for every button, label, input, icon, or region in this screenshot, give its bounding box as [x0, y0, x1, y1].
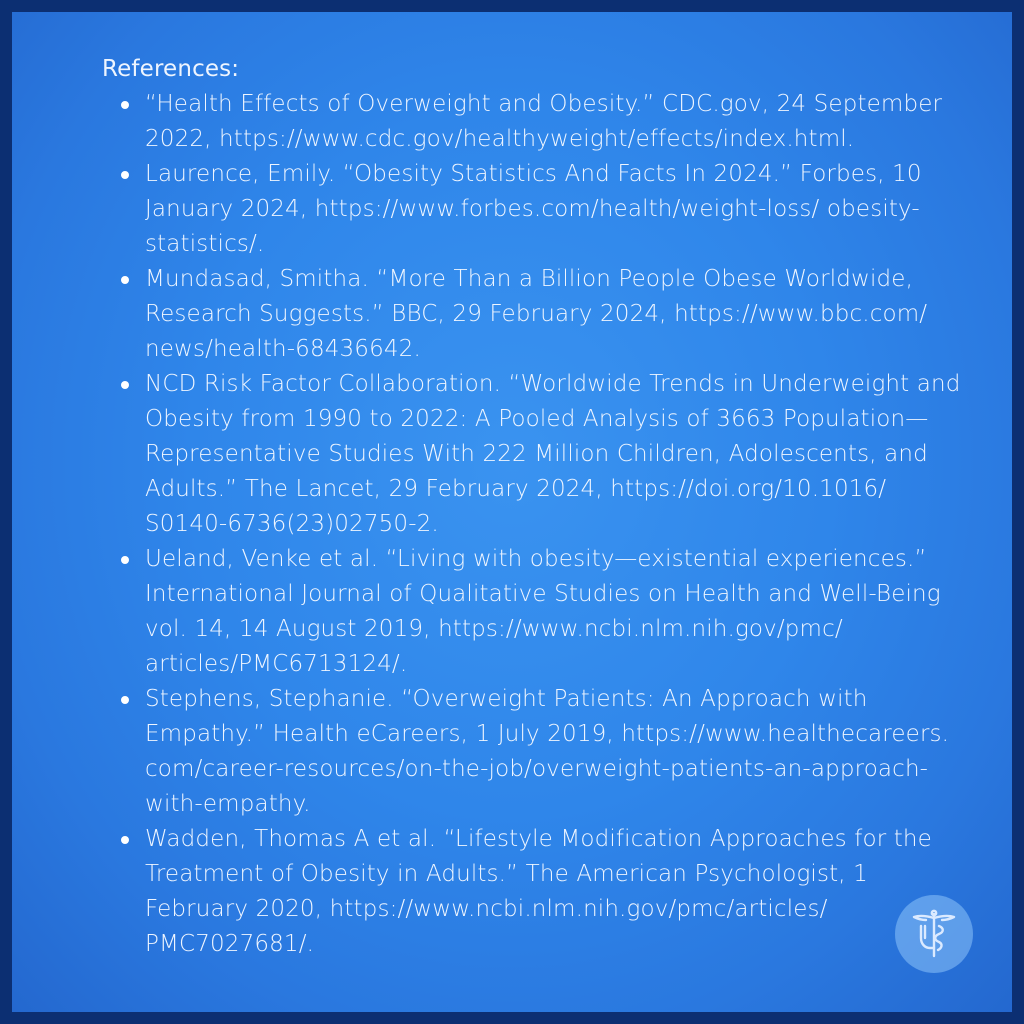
reference-item: Mundasad, Smitha. “More Than a Billion People Obese Worldwide, Research Suggests.” BBC, 29 February 2024, https://www.bbc.com/ news/health-68436642.: [145, 262, 962, 367]
reference-list: [102, 87, 962, 962]
reference-item: “Health Effects of Overweight and Obesity.” CDC.gov, 24 September 2022, https://www.cdc.gov/healthyweight/effects/index.html.: [145, 87, 962, 157]
reference-item: Wadden, Thomas A et al. “Lifestyle Modification Approaches for the Treatment of Obesity in Adults.” The American Psychologist, 1 February 2020, https://www.ncbi.nlm.nih.gov/pmc/articles/ PMC7027681/.: [145, 822, 962, 962]
reference-item: NCD Risk Factor Collaboration. “Worldwide Trends in Underweight and Obesity from 1990 to 2022: A Pooled Analysis of 3663 Population—Representative Studies With 222 Million Children, Adolescents, and Adults.” The Lancet, 29 February 2024, https://doi.org/10.1016/ S0140-6736(23)02750-2.: [145, 367, 962, 542]
reference-item: Stephens, Stephanie. “Overweight Patients: An Approach with Empathy.” Health eCareers, 1 July 2019, https://www.healthecareers. com/career-resources/on-the-job/overweight-patients-an-approach-with-empathy.: [145, 682, 962, 822]
references-section: [102, 52, 962, 962]
reference-item: Ueland, Venke et al. “Living with obesity—existential experiences.” International Journal of Qualitative Studies on Health and Well-Being vol. 14, 14 August 2019, https://www.ncbi.nlm.nih.gov/pmc/ articles/PMC6713124/.: [145, 542, 962, 682]
reference-item: Laurence, Emily. “Obesity Statistics And Facts In 2024.” Forbes, 10 January 2024, https://www.forbes.com/health/weight-loss/ obesity-statistics/.: [145, 157, 962, 262]
references-heading: References:: [102, 56, 240, 82]
medical-caduceus-icon: [895, 895, 973, 973]
